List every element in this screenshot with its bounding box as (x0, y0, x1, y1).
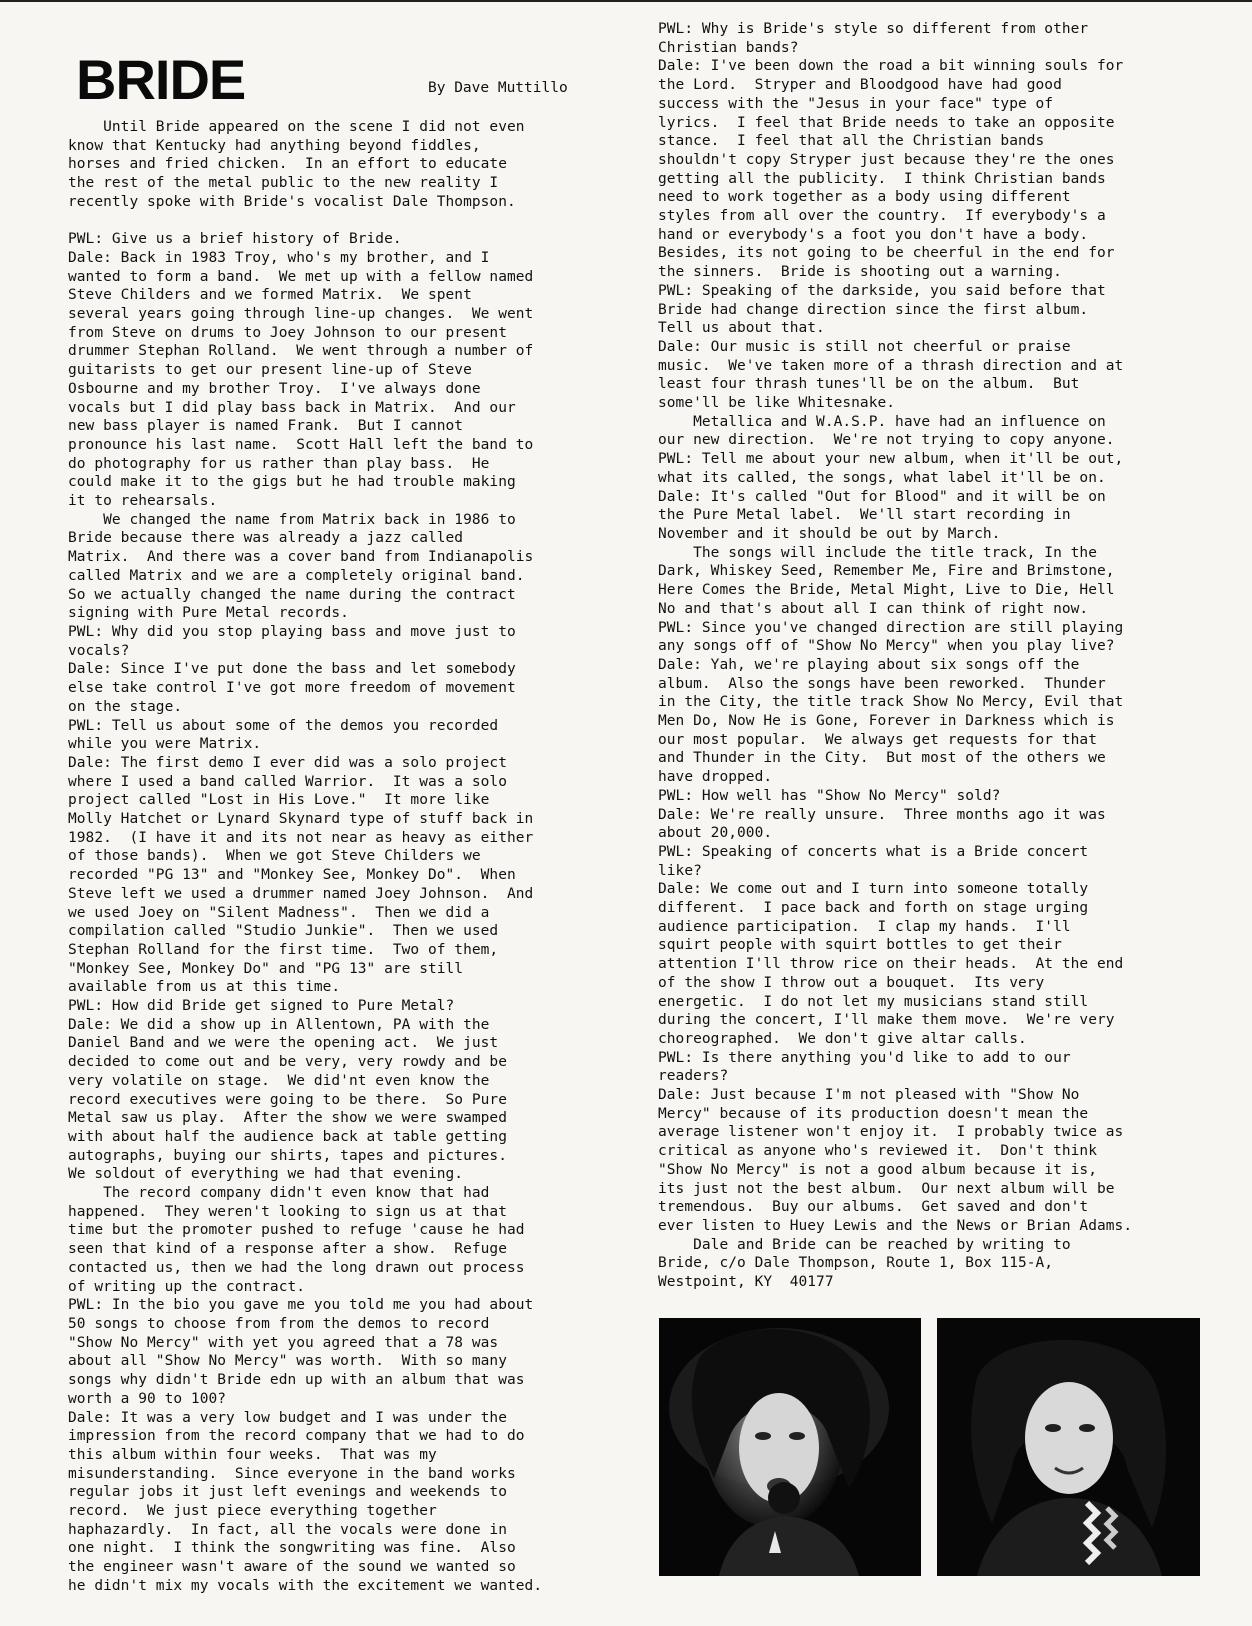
text-line: PWL: How well has "Show No Mercy" sold? (658, 787, 1001, 804)
text-line: PWL: Tell me about your new album, when it'll be out, (658, 451, 1124, 468)
text-line: PWL: Speaking of the darkside, you said before that (658, 282, 1106, 299)
text-line: November and it should be out by March. (658, 525, 1001, 542)
text-line: Dale: We did a show up in Allentown, PA with the (68, 1016, 490, 1033)
text-line: with about half the audience back at table getting (68, 1128, 507, 1145)
text-line: this album within four weeks. That was my (68, 1446, 437, 1463)
text-line: Tell us about that. (658, 320, 825, 337)
text-line: it to rehearsals. (68, 493, 218, 510)
text-line: Steve left we used a drummer named Joey Johnson. And (68, 885, 534, 902)
text-line: seen that kind of a response after a show. Refuge (68, 1241, 507, 1258)
text-line: stance. I feel that all the Christian bands (658, 133, 1045, 150)
text-line: autographs, buying our shirts, tapes and pictures. (68, 1147, 507, 1164)
text-line: critical as anyone who's reviewed it. Don't think (658, 1143, 1097, 1160)
text-line: The songs will include the title track, In the (658, 544, 1097, 561)
text-line: need to work together as a body using different (658, 189, 1071, 206)
text-line: record. We just piece everything together (68, 1503, 437, 1520)
text-line: songs why didn't Bride edn up with an album that was (68, 1372, 525, 1389)
text-line: We changed the name from Matrix back in 1986 to (68, 511, 516, 528)
text-line: the Pure Metal label. We'll start recording in (658, 507, 1071, 524)
text-line: decided to come out and be very, very rowdy and be (68, 1054, 507, 1071)
text-line: Men Do, Now He is Gone, Forever in Darkness which is (658, 713, 1115, 730)
text-line (68, 212, 542, 231)
text-line: have dropped. (658, 769, 773, 786)
text-line: happened. They weren't looking to sign us at that (68, 1203, 507, 1220)
text-line: worth a 90 to 100? (68, 1390, 227, 1407)
text-line: No and that's about all I can think of right now. (658, 600, 1089, 617)
text-line: PWL: Tell us about some of the demos you recorded (68, 717, 499, 734)
text-line: the sinners. Bride is shooting out a warning. (658, 264, 1062, 281)
text-line: the engineer wasn't aware of the sound we wanted so (68, 1559, 516, 1576)
text-line: he didn't mix my vocals with the excitement we wanted. (68, 1577, 543, 1594)
text-line: PWL: Speaking of concerts what is a Bride concert (658, 843, 1089, 860)
text-line: PWL: In the bio you gave me you told me you had about (68, 1297, 534, 1314)
text-line: on the stage. (68, 698, 183, 715)
text-line: our most popular. We always get requests for that (658, 731, 1097, 748)
text-line: compilation called "Studio Junkie". Then we used (68, 923, 499, 940)
text-line: regular jobs it just left evenings and weekends to (68, 1484, 507, 1501)
photo-singer-with-microphone (659, 1318, 921, 1576)
text-line: about 20,000. (658, 825, 773, 842)
text-line: Osbourne and my brother Troy. I've always done (68, 380, 481, 397)
text-line: the rest of the metal public to the new reality I (68, 175, 499, 192)
text-line: energetic. I do not let my musicians stand still (658, 993, 1089, 1010)
text-line: attention I'll throw rice on their heads. At the end (658, 956, 1124, 973)
text-line: Dale: The first demo I ever did was a solo project (68, 754, 507, 771)
text-line: "Show No Mercy" with yet you agreed that a 78 was (68, 1334, 499, 1351)
text-line: Here Comes the Bride, Metal Might, Live to Die, Hell (658, 582, 1115, 599)
text-line: Christian bands? (658, 39, 799, 56)
text-line: ever listen to Huey Lewis and the News or Brian Adams. (658, 1218, 1133, 1234)
text-line: "Monkey See, Monkey Do" and "PG 13" are still (68, 960, 464, 977)
text-line: Until Bride appeared on the scene I did not even (68, 119, 525, 135)
text-line: vocals? (68, 642, 130, 659)
text-line: lyrics. I feel that Bride needs to take an opposite (658, 114, 1115, 131)
text-line: Molly Hatchet or Lynard Skynard type of stuff back in (68, 811, 534, 828)
text-line: 50 songs to choose from from the demos to record (68, 1316, 490, 1332)
text-line: from Steve on drums to Joey Johnson to our present (68, 324, 507, 341)
text-line: else take control I've got more freedom of movement (68, 680, 516, 697)
text-line: Dale: We come out and I turn into someone totally (658, 881, 1089, 898)
text-line: like? (658, 862, 702, 879)
text-line: PWL: Give us a brief history of Bride. (68, 231, 402, 248)
text-line: vocals but I did play bass back in Matrix. And our (68, 399, 516, 416)
text-line: contacted us, then we had the long drawn out process (68, 1259, 525, 1276)
text-line: least four thrash tunes'll be on the album. But (658, 376, 1080, 393)
text-line: Dale: Our music is still not cheerful or praise (658, 338, 1071, 355)
text-line: what its called, the songs, what label it'll be on. (658, 469, 1106, 486)
top-rule (0, 0, 1252, 2)
text-line: Metal saw us play. After the show we were swamped (68, 1110, 507, 1127)
text-line: Mercy" because of its production doesn't mean the (658, 1105, 1089, 1122)
text-line: tremendous. Buy our albums. Get saved and don't (658, 1199, 1089, 1216)
text-line: could make it to the gigs but he had trouble making (68, 474, 516, 491)
text-line: Dale: Since I've put done the bass and let somebody (68, 661, 516, 678)
text-line: readers? (658, 1068, 729, 1085)
text-line: do photography for us rather than play bass. He (68, 455, 490, 472)
text-line: pronounce his last name. Scott Hall left the band to (68, 436, 534, 453)
text-line: Dale: It's called "Out for Blood" and it will be on (658, 488, 1106, 505)
text-line: guitarists to get our present line-up of Steve (68, 362, 472, 379)
text-line: choreographed. We don't give altar calls. (658, 1030, 1027, 1047)
text-line: very volatile on stage. We did'nt even know the (68, 1072, 490, 1089)
text-line: about all "Show No Mercy" was worth. With so many (68, 1353, 507, 1370)
text-line: So we actually changed the name during the contract (68, 586, 516, 603)
text-line: Dale: It was a very low budget and I was under the (68, 1409, 507, 1426)
text-line: Daniel Band and we were the opening act. We just (68, 1035, 499, 1052)
text-line: PWL: Since you've changed direction are still playing (658, 619, 1124, 636)
text-line: project called "Lost in His Love." It more like (68, 792, 490, 809)
text-line: Besides, its not going to be cheerful in the end for (658, 245, 1115, 262)
text-line: Dark, Whiskey Seed, Remember Me, Fire and Brimstone, (658, 563, 1115, 580)
text-line: called Matrix and we are a completely original band. (68, 567, 525, 584)
text-line: recently spoke with Bride's vocalist Dale Thompson. (68, 193, 516, 210)
text-line: of writing up the contract. (68, 1278, 306, 1295)
text-line: in the City, the title track Show No Mercy, Evil that (658, 694, 1124, 711)
text-line: average listener won't enjoy it. I probably twice as (658, 1124, 1124, 1141)
text-line: Dale: Yah, we're playing about six songs off the (658, 656, 1080, 673)
text-line: Matrix. And there was a cover band from Indianapolis (68, 549, 534, 566)
text-line: our new direction. We're not trying to copy anyone. (658, 432, 1115, 449)
text-line: recorded "PG 13" and "Monkey See, Monkey Do". When (68, 867, 516, 884)
text-line: Dale: I've been down the road a bit winning souls for (658, 58, 1124, 75)
text-line: wanted to form a band. We met up with a fellow named (68, 268, 534, 285)
text-line: We soldout of everything we had that evening. (68, 1166, 464, 1183)
text-line: different. I pace back and forth on stage urging (658, 900, 1089, 917)
text-line: of those bands). When we got Steve Childers we (68, 848, 481, 865)
text-line: misunderstanding. Since everyone in the band works (68, 1465, 516, 1482)
text-line: shouldn't copy Stryper just because they're the ones (658, 151, 1115, 168)
text-line: The record company didn't even know that had (68, 1185, 490, 1202)
text-line: time but the promoter pushed to refuge 'cause he had (68, 1222, 525, 1239)
text-line: the Lord. Stryper and Bloodgood have had good (658, 77, 1062, 94)
text-line: and Thunder in the City. But most of the others we (658, 750, 1106, 767)
text-line: "Show No Mercy" is not a good album because it is, (658, 1161, 1097, 1178)
article-byline: By Dave Muttillo (428, 80, 568, 96)
text-line: music. We've taken more of a thrash direction and at (658, 357, 1124, 374)
text-line: PWL: Why is Bride's style so different from other (658, 21, 1089, 37)
text-line: getting all the publicity. I think Christian bands (658, 170, 1106, 187)
text-line: some'll be like Whitesnake. (658, 395, 896, 412)
text-line: impression from the record company that we had to do (68, 1428, 525, 1445)
text-line: several years going through line-up changes. We went (68, 306, 534, 323)
text-line: success with the "Jesus in your face" type of (658, 95, 1054, 112)
text-line: Dale and Bride can be reached by writing to (658, 1236, 1071, 1253)
text-line: new bass player is named Frank. But I cannot (68, 418, 464, 435)
left-column-text (68, 118, 542, 1596)
right-column-text (658, 20, 1132, 1292)
text-line: horses and fried chicken. In an effort to educate (68, 156, 507, 173)
text-line: know that Kentucky had anything beyond fiddles, (68, 137, 481, 154)
text-line: Bride, c/o Dale Thompson, Route 1, Box 115-A, (658, 1255, 1054, 1272)
text-line: Bride because there was already a jazz called (68, 530, 464, 547)
article-title: BRIDE (76, 48, 246, 111)
text-line: Stephan Rolland for the first time. Two of them, (68, 941, 499, 958)
text-line: where I used a band called Warrior. It was a solo (68, 773, 507, 790)
text-line: PWL: How did Bride get signed to Pure Metal? (68, 998, 455, 1015)
text-line: haphazardly. In fact, all the vocals were done in (68, 1521, 507, 1538)
text-line: Dale: We're really unsure. Three months ago it was (658, 806, 1106, 823)
text-line: its just not the best album. Our next album will be (658, 1180, 1115, 1197)
text-line: record executives were going to be there. So Pure (68, 1091, 507, 1108)
text-line: we used Joey on "Silent Madness". Then we did a (68, 904, 490, 921)
text-line: styles from all over the country. If everybody's a (658, 208, 1106, 225)
text-line: during the concert, I'll make them move. We're very (658, 1012, 1115, 1029)
text-line: album. Also the songs have been reworked. Thunder (658, 675, 1106, 692)
text-line: drummer Stephan Rolland. We went through a number of (68, 343, 534, 360)
text-line: Metallica and W.A.S.P. have had an influence on (658, 413, 1106, 430)
text-line: Westpoint, KY 40177 (658, 1274, 834, 1291)
text-line: Dale: Just because I'm not pleased with "Show No (658, 1087, 1080, 1104)
text-line: of the show I throw out a bouquet. Its very (658, 974, 1045, 991)
text-line: audience participation. I clap my hands. I'll (658, 918, 1071, 935)
text-line: available from us at this time. (68, 979, 341, 996)
text-line: Dale: Back in 1983 Troy, who's my brother, and I (68, 249, 490, 266)
text-line: PWL: Is there anything you'd like to add to our (658, 1049, 1071, 1066)
text-line: PWL: Why did you stop playing bass and move just to (68, 623, 516, 640)
text-line: while you were Matrix. (68, 736, 262, 753)
text-line: signing with Pure Metal records. (68, 605, 349, 622)
text-line: squirt people with squirt bottles to get their (658, 937, 1062, 954)
text-line: one night. I think the songwriting was fine. Also (68, 1540, 516, 1557)
text-line: 1982. (I have it and its not near as heavy as either (68, 829, 534, 846)
text-line: any songs off of "Show No Mercy" when you play live? (658, 638, 1115, 655)
text-line: Bride had change direction since the first album. (658, 301, 1089, 318)
photo-singer-portrait (937, 1318, 1200, 1576)
text-line: Steve Childers and we formed Matrix. We spent (68, 287, 472, 304)
text-line: hand or everybody's a foot you don't have a body. (658, 226, 1089, 243)
